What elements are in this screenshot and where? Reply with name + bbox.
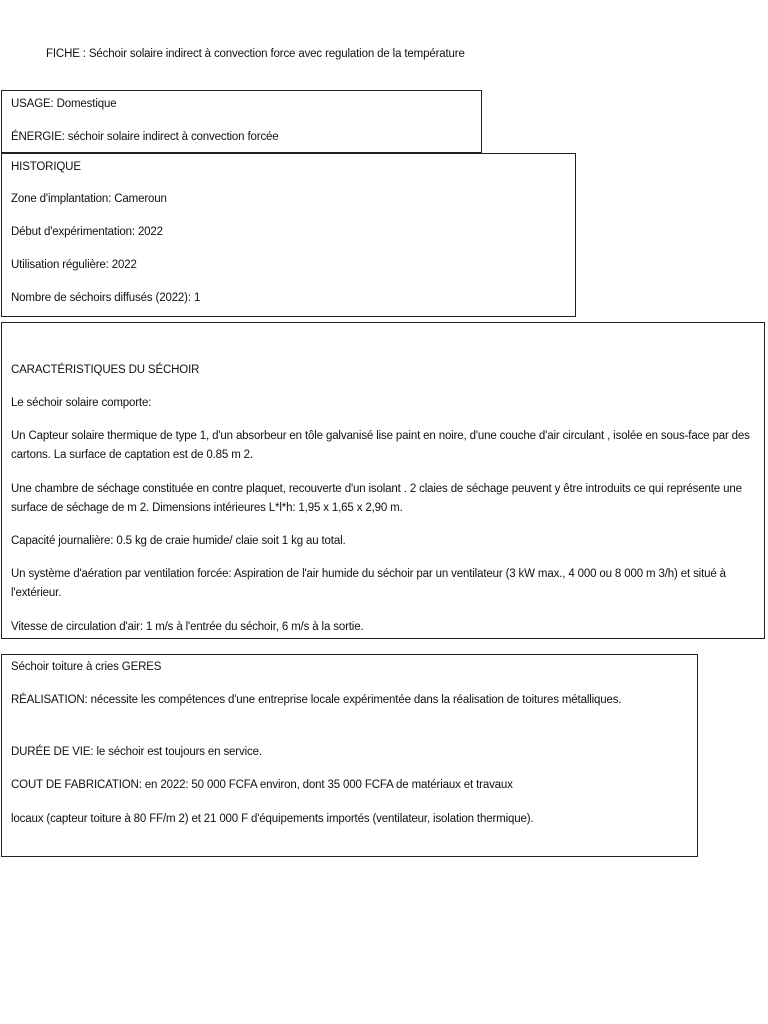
energy-line: ÉNERGIE: séchoir solaire indirect à convection forcée <box>11 131 279 143</box>
collector-paragraph: Un Capteur solaire thermique de type 1, d'un absorbeur en tôle galvanisé lise paint en noire, d'une couche d'air circulant , isolée en sous-face par des cartons. La surface de captation est de 0.85 m 2. <box>11 430 750 461</box>
realisation-paragraph: RÉALISATION: nécessite les compétences d'une entreprise locale expérimentée dans la réalisation de toitures métalliques. <box>11 694 622 706</box>
cost-details-line: locaux (capteur toiture à 80 FF/m 2) et 21 000 F d'équipements importés (ventilateur, isolation thermique). <box>11 813 534 825</box>
characteristics-heading: CARACTÉRISTIQUES DU SÉCHOIR <box>11 364 200 376</box>
usage-energy-box <box>1 90 482 153</box>
usage-line: USAGE: Domestique <box>11 98 117 110</box>
characteristics-intro: Le séchoir solaire comporte: <box>11 397 152 409</box>
lifespan-line: DURÉE DE VIE: le séchoir est toujours en service. <box>11 746 262 758</box>
ventilation-paragraph: Un système d'aération par ventilation forcée: Aspiration de l'air humide du séchoir par un ventilateur (3 kW max., 4 000 ou 8 000 m 3/h) et situé à l'extérieur. <box>11 568 726 599</box>
characteristics-box <box>1 322 765 639</box>
page-title: FICHE : Séchoir solaire indirect à convection force avec regulation de la température <box>46 48 465 60</box>
location-line: Zone d'implantation: Cameroun <box>11 193 167 205</box>
cost-line: COUT DE FABRICATION: en 2022: 50 000 FCFA environ, dont 35 000 FCFA de matériaux et travaux <box>11 779 513 791</box>
start-line: Début d'expérimentation: 2022 <box>11 226 163 238</box>
roof-dryer-heading: Séchoir toiture à cries GERES <box>11 661 162 673</box>
regular-use-line: Utilisation régulière: 2022 <box>11 259 137 271</box>
capacity-line: Capacité journalière: 0.5 kg de craie humide/ claie soit 1 kg au total. <box>11 535 346 547</box>
roof-dryer-box <box>1 654 698 857</box>
chamber-paragraph: Une chambre de séchage constituée en contre plaquet, recouverte d'un isolant . 2 claies de séchage peuvent y être introduits ce qui représente une surface de séchage de m 2. Dimensions intérieures L*l*h: 1,95 x 1,65 x 2,90 m. <box>11 483 742 514</box>
airspeed-line: Vitesse de circulation d'air: 1 m/s à l'entrée du séchoir, 6 m/s à la sortie. <box>11 621 364 633</box>
dryer-count-line: Nombre de séchoirs diffusés (2022): 1 <box>11 292 201 304</box>
history-heading: HISTORIQUE <box>11 161 81 173</box>
history-box <box>1 153 576 317</box>
